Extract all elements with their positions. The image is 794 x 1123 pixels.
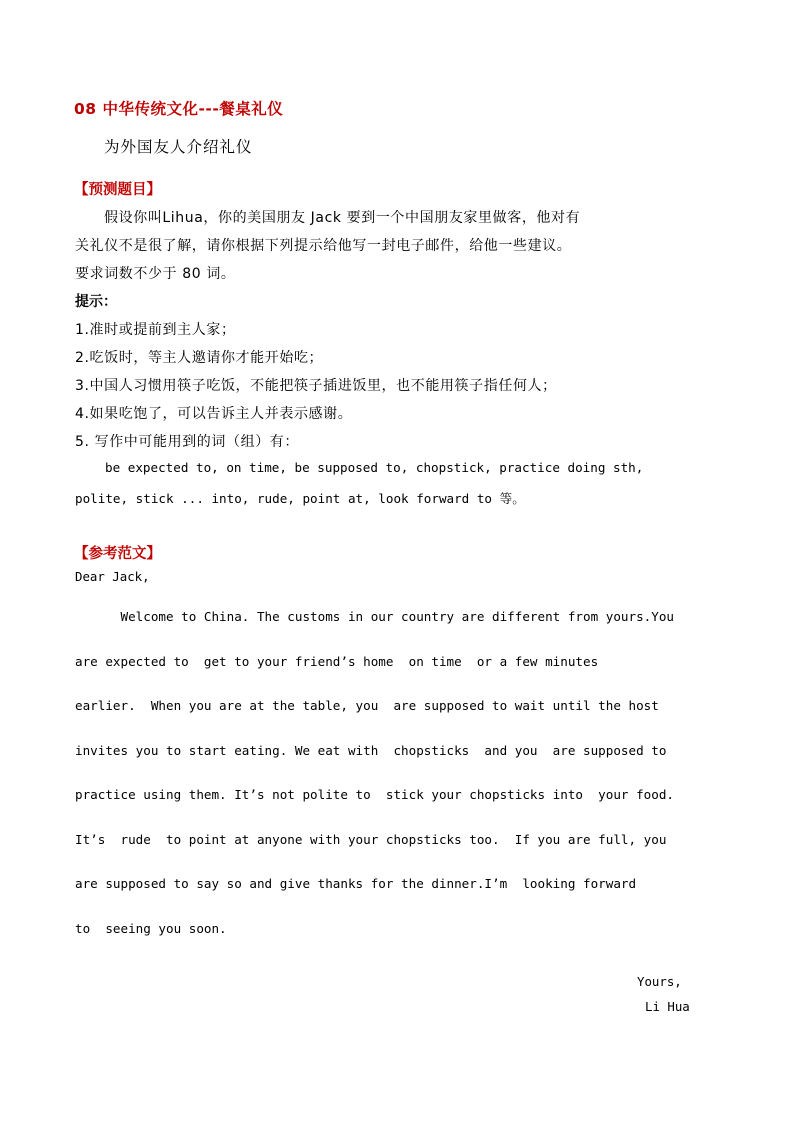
sample-heading: 【参考范文】 <box>74 546 161 562</box>
hint-item: 1.准时或提前到主人家； <box>75 322 236 338</box>
prompt-line: 要求词数不少于 80 词。 <box>75 266 236 282</box>
letter-signature: Li Hua <box>645 999 690 1014</box>
hint-item: 2.吃饭时，等主人邀请你才能开始吃； <box>75 350 324 366</box>
prompt-line: 关礼仪不是很了解，请你根据下列提示给他写一封电子邮件，给他一些建议。 <box>75 238 572 254</box>
prediction-heading: 【预测题目】 <box>74 182 161 198</box>
vocab-line: polite, stick ... into, rude, point at, look forward to 等。 <box>75 491 525 506</box>
letter-body-line: Welcome to China. The customs in our country are different from yours.You <box>75 609 674 624</box>
vocab-line: be expected to, on time, be supposed to, chopstick, practice doing sth, <box>105 460 644 475</box>
letter-body-line: invites you to start eating. We eat with chopsticks and you are supposed to <box>75 743 667 758</box>
letter-body-line: are supposed to say so and give thanks for the dinner.I’m looking forward <box>75 876 637 891</box>
document-title: 08 中华传统文化---餐桌礼仪 <box>74 100 284 118</box>
hint-item: 5. 写作中可能用到的词（组）有： <box>75 434 300 450</box>
letter-body-line: It’s rude to point at anyone with your chopsticks too. If you are full, you <box>75 832 667 847</box>
letter-body-line: earlier. When you are at the table, you are supposed to wait until the host <box>75 698 659 713</box>
prompt-line: 假设你叫Lihua，你的美国朋友 Jack 要到一个中国朋友家里做客，他对有 <box>104 210 581 226</box>
letter-body-line: are expected to get to your friend’s home on time or a few minutes <box>75 654 599 669</box>
letter-greeting: Dear Jack, <box>75 569 150 584</box>
letter-closing: Yours, <box>637 974 682 989</box>
letter-body-line: practice using them. It’s not polite to stick your chopsticks into your food. <box>75 787 674 802</box>
hints-label: 提示： <box>75 294 117 310</box>
hint-item: 3.中国人习惯用筷子吃饭，不能把筷子插进饭里，也不能用筷子指任何人； <box>75 378 557 394</box>
letter-body-line: to seeing you soon. <box>75 921 227 936</box>
hint-item: 4.如果吃饱了，可以告诉主人并表示感谢。 <box>75 406 353 422</box>
document-subtitle: 为外国友人介绍礼仪 <box>104 138 253 156</box>
